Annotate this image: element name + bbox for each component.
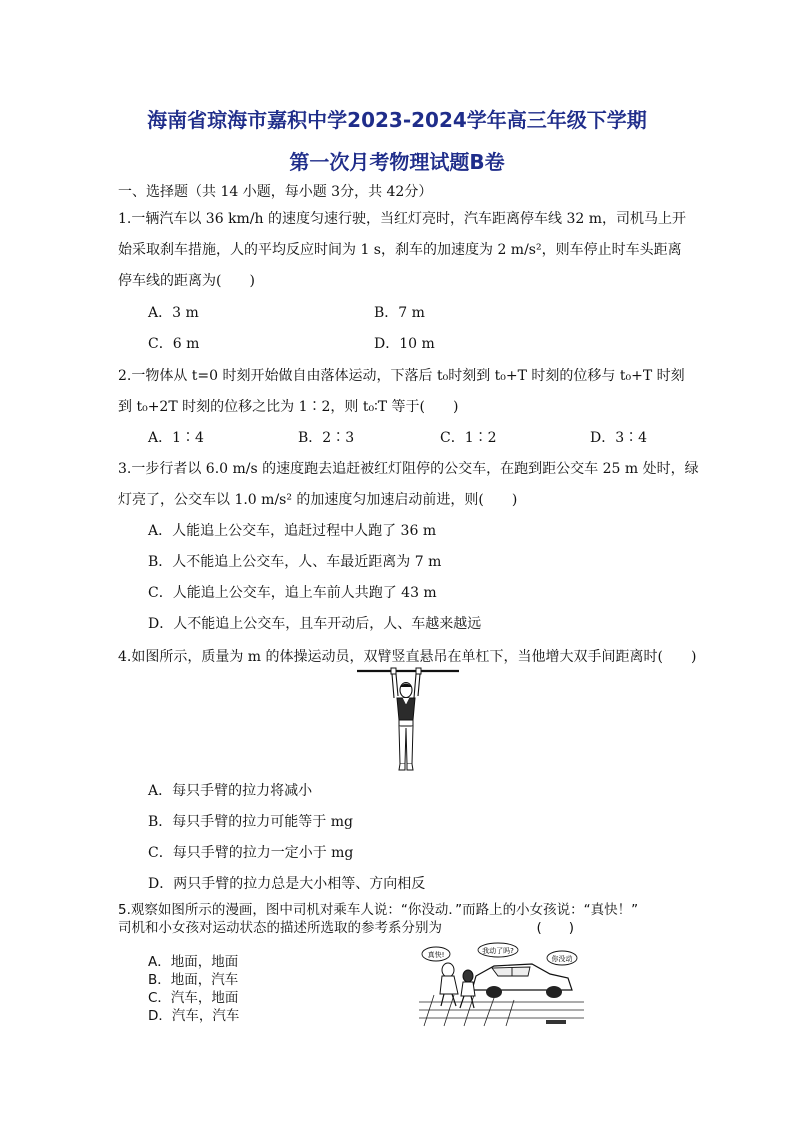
- q4-option-a: A．每只手臂的拉力将减小: [148, 783, 313, 799]
- q4-line: 4.如图所示，质量为 m 的体操运动员，双臂竖直悬吊在单杠下，当他增大双手间距离时( ): [118, 649, 697, 665]
- q1-line-1: 1.一辆汽车以 36 km/h 的速度匀速行驶，当红灯亮时，汽车距离停车线 32 m，司机马上开: [118, 211, 687, 227]
- q1-line-2: 始采取刹车措施，人的平均反应时间为 1 s，刹车的加速度为 2 m/s²，则车停止时车头距离: [118, 242, 682, 258]
- bubble-text-3: 你没动: [551, 955, 573, 963]
- gymnast-figure: [355, 664, 463, 774]
- q3-line-1: 3.一步行者以 6.0 m/s 的速度跑去追赶被红灯阻停的公交车，在跑到距公交车 25 m 处时，绿: [118, 461, 699, 477]
- q3-option-b: B．人不能追上公交车，人、车最近距离为 7 m: [148, 554, 442, 570]
- q2-option-d: D．3∶4: [590, 430, 648, 446]
- q1-line-3: 停车线的距离为( ): [118, 273, 255, 289]
- page-title-line-1: 海南省琼海市嘉积中学2023-2024学年高三年级下学期: [147, 108, 647, 132]
- q1-option-b: B．7 m: [374, 305, 425, 321]
- q4-option-b: B．每只手臂的拉力可能等于 mg: [148, 814, 353, 830]
- q3-option-c: C．人能追上公交车，追上车前人共跑了 43 m: [148, 585, 437, 601]
- q3-option-d: D．人不能追上公交车，且车开动后，人、车越来越远: [148, 616, 482, 632]
- bubble-text-2: 我动了吗?: [482, 947, 514, 955]
- q4-option-d: D．两只手臂的拉力总是大小相等、方向相反: [148, 876, 426, 892]
- q3-line-2: 灯亮了，公交车以 1.0 m/s² 的加速度匀加速启动前进，则( ): [118, 492, 518, 508]
- q2-line-1: 2.一物体从 t=0 时刻开始做自由落体运动，下落后 t₀时刻到 t₀+T 时刻的位移与 t₀+T 时刻: [118, 368, 685, 384]
- bubble-text-1: 真快!: [427, 951, 445, 959]
- q5-option-c: C．汽车，地面: [148, 990, 239, 1006]
- q2-option-b: B．2∶3: [298, 430, 355, 446]
- q5-option-a: A．地面，地面: [148, 954, 239, 970]
- q5-option-d: D．汽车，汽车: [148, 1008, 240, 1024]
- q1-option-a: A．3 m: [148, 305, 199, 321]
- q4-option-c: C．每只手臂的拉力一定小于 mg: [148, 845, 354, 861]
- q3-option-a: A．人能追上公交车，追赶过程中人跑了 36 m: [148, 523, 437, 539]
- q1-option-d: D．10 m: [374, 336, 435, 352]
- page-title-line-2: 第一次月考物理试题B卷: [289, 150, 505, 174]
- q5-line-1: 5.观察如图所示的漫画，图中司机对乘车人说：“你没动．”而路上的小女孩说：“真快！”: [118, 902, 639, 918]
- q5-line-2: 司机和小女孩对运动状态的描述所选取的参考系分别为 ( ): [118, 920, 575, 936]
- q5-option-b: B．地面，汽车: [148, 972, 239, 988]
- cartoon-car-figure: [414, 940, 586, 1030]
- q2-option-c: C．1∶2: [440, 430, 497, 446]
- q2-option-a: A．1∶4: [148, 430, 204, 446]
- section-heading: 一、选择题（共 14 小题，每小题 3分，共 42分）: [118, 184, 433, 200]
- q1-option-c: C．6 m: [148, 336, 200, 352]
- q2-line-2: 到 t₀+2T 时刻的位移之比为 1∶2，则 t₀∶T 等于( ): [118, 399, 459, 415]
